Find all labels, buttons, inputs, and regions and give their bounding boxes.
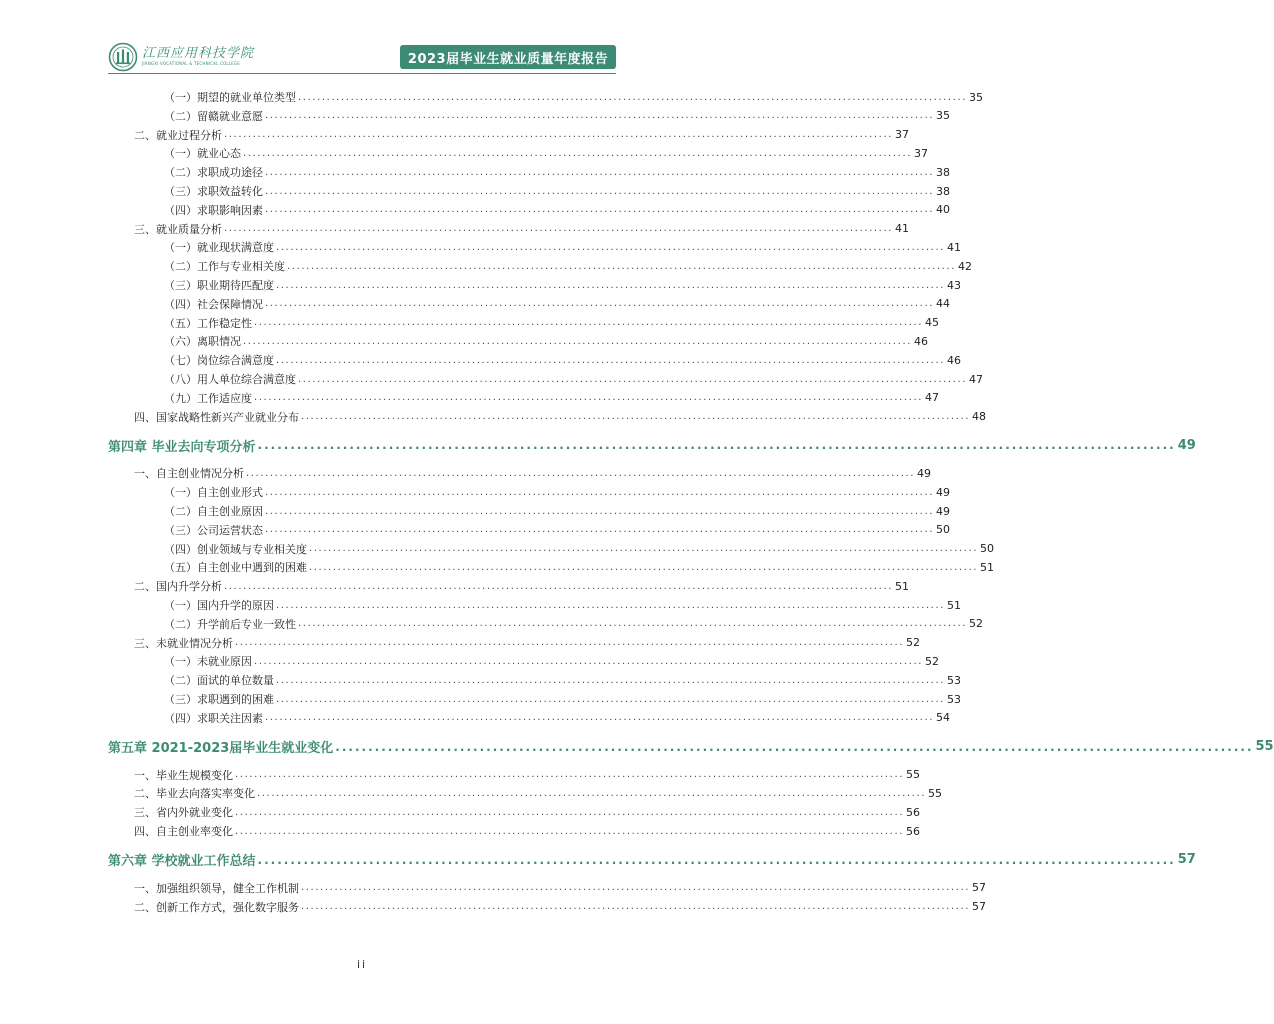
toc-dot-leader: ............................................................................................................................................: [276, 354, 946, 366]
toc-entry-title: （二）面试的单位数量: [164, 674, 274, 688]
toc-dot-leader: ............................................................................................................................................: [224, 223, 894, 235]
toc-entry[interactable]: [108, 634, 921, 652]
toc-entry-title: 二、创新工作方式，强化数字服务: [134, 900, 299, 914]
toc-dot-leader: ............................................................................................................................................: [309, 543, 979, 555]
toc-dot-leader: ............................................................................................................................................: [224, 580, 894, 592]
toc-entry-page: 37: [914, 146, 929, 160]
toc-dot-leader: ............................................................................................................................................: [265, 712, 935, 724]
toc-entry-title: （一）未就业原因: [164, 655, 252, 669]
toc-entry-title: 一、加强组织领导，健全工作机制: [134, 881, 299, 895]
toc-dot-leader: ............................................................................................................................................: [276, 693, 946, 705]
toc-entry-page: 46: [914, 334, 929, 348]
toc-entry-title: （三）公司运营状态: [164, 523, 263, 537]
toc-entry-page: 50: [980, 542, 995, 556]
toc-entry-title: （四）求职关注因素: [164, 711, 263, 725]
toc-entry[interactable]: [108, 540, 995, 558]
toc-entry-page: 50: [936, 523, 951, 537]
toc-dot-leader: ............................................................................................................................................: [243, 335, 913, 347]
toc-entry[interactable]: [108, 126, 910, 144]
toc-entry-title: （一）国内升学的原因: [164, 599, 274, 612]
toc-entry-title: 一、自主创业情况分析: [134, 467, 244, 481]
toc-entry-page: 46: [947, 353, 962, 367]
toc-dot-leader: ............................................................................................................................................: [246, 467, 916, 479]
toc-entry[interactable]: [108, 107, 951, 125]
toc-entry-page: 45: [925, 316, 940, 330]
toc-dot-leader: ............................................................................................................................................: [224, 129, 894, 141]
toc-entry-page: 55: [906, 768, 921, 782]
toc-entry-page: 41: [895, 222, 910, 236]
toc-entry-title: （一）就业现状满意度: [164, 241, 274, 255]
toc-entry[interactable]: [108, 314, 940, 332]
toc-dot-leader: ............................................................................................................................................: [254, 392, 924, 404]
toc-entry[interactable]: [108, 257, 973, 275]
toc-entry-page: 56: [906, 805, 921, 819]
toc-dot-leader: ............................................................................................................................................: [265, 486, 935, 498]
logo-english-name: JIANGXI VOCATIONAL & TECHNICAL COLLEGE: [142, 61, 240, 66]
toc-entry[interactable]: [108, 220, 910, 238]
toc-dot-leader: ............................................................................................................................................: [276, 241, 946, 253]
toc-entry-title: 第六章 学校就业工作总结: [108, 854, 256, 870]
toc-entry-title: 四、自主创业率变化: [134, 825, 233, 838]
toc-dot-leader: ............................................................................................................................................: [265, 110, 935, 122]
header-divider: [108, 73, 616, 74]
toc-entry-title: （九）工作适应度: [164, 391, 252, 405]
toc-chapter-entry[interactable]: [108, 434, 1196, 456]
toc-entry-title: （八）用人单位综合满意度: [164, 373, 296, 386]
toc-entry[interactable]: [108, 182, 951, 200]
toc-dot-leader: ............................................................................................................................................: [298, 373, 968, 385]
toc-chapter-entry[interactable]: [108, 849, 1196, 871]
toc-entry-title: （六）离职情况: [164, 335, 241, 349]
toc-entry-title: （七）岗位综合满意度: [164, 354, 274, 368]
toc-entry-page: 42: [958, 259, 973, 273]
toc-entry-title: （二）求职成功途径: [164, 166, 263, 180]
logo-chinese-name: 江西应用科技学院: [142, 46, 255, 61]
toc-entry[interactable]: [108, 88, 984, 106]
toc-entry[interactable]: [108, 898, 987, 916]
toc-entry[interactable]: [108, 596, 962, 614]
toc-entry-title: （三）职业期待匹配度: [164, 279, 274, 292]
toc-entry[interactable]: [108, 144, 929, 162]
toc-entry[interactable]: [108, 163, 951, 181]
college-seal-icon: [108, 42, 138, 72]
toc-dot-leader: ............................................................................................................................................: [298, 91, 968, 103]
toc-entry[interactable]: [108, 822, 921, 840]
toc-entry-title: 二、国内升学分析: [134, 580, 222, 594]
toc-dot-leader: ............................................................................................................................................: [301, 411, 971, 423]
toc-entry-page: 40: [936, 203, 951, 217]
toc-entry-title: （三）求职效益转化: [164, 185, 263, 198]
toc-dot-leader: ............................................................................................................................................: [287, 260, 957, 272]
toc-entry-page: 47: [925, 391, 940, 405]
toc-dot-leader: ............................................................................................................................................: [265, 166, 935, 178]
toc-entry-page: 49: [1177, 437, 1196, 453]
toc-entry-page: 49: [936, 504, 951, 518]
toc-dot-leader: ............................................................................................................................................: [276, 599, 946, 611]
toc-entry[interactable]: [108, 671, 962, 689]
toc-dot-leader: ............................................................................................................................................: [235, 806, 905, 818]
toc-dot-leader: ............................................................................................................................................: [235, 637, 905, 649]
toc-entry[interactable]: [108, 615, 984, 633]
toc-entry-page: 35: [969, 90, 984, 104]
toc-entry-page: 41: [947, 240, 962, 254]
toc-entry-page: 51: [895, 579, 910, 593]
toc-entry[interactable]: [108, 276, 962, 294]
toc-chapter-entry[interactable]: [108, 736, 1274, 758]
toc-entry-title: （四）社会保障情况: [164, 297, 263, 311]
toc-entry-title: （五）工作稳定性: [164, 316, 252, 330]
toc-entry-title: 三、未就业情况分析: [134, 636, 233, 650]
toc-entry-title: （一）自主创业形式: [164, 486, 263, 500]
report-title-badge: 2023届毕业生就业质量年度报告: [400, 45, 616, 69]
toc-entry-page: 51: [980, 560, 995, 574]
toc-dot-leader: ............................................................................................................................................: [309, 561, 979, 573]
toc-entry-page: 57: [972, 881, 987, 895]
toc-dot-leader: ............................................................................................................................................: [254, 655, 924, 667]
toc-dot-leader: ............................................................................................................................................: [301, 882, 971, 894]
toc-entry-title: 第五章 2021-2023届毕业生就业变化: [108, 741, 334, 757]
toc-entry-page: 57: [972, 900, 987, 914]
toc-dot-leader: ............................................................................................................................................: [265, 298, 935, 310]
toc-entry-page: 38: [936, 165, 951, 179]
toc-entry[interactable]: [108, 201, 951, 219]
toc-entry-title: （五）自主创业中遇到的困难: [164, 561, 307, 575]
toc-entry-page: 35: [936, 109, 951, 123]
toc-entry-page: 55: [928, 786, 943, 800]
toc-entry[interactable]: [108, 464, 932, 482]
toc-entry-page: 55: [1255, 739, 1274, 755]
toc-dot-leader: ............................................................................................................................................: [235, 769, 905, 781]
toc-entry[interactable]: [108, 766, 921, 784]
toc-dot-leader: ............................................................................................................................................: [243, 147, 913, 159]
page-number: ii: [356, 958, 368, 971]
toc-entry-title: （二）升学前后专业一致性: [164, 617, 296, 631]
toc-entry-page: 47: [969, 372, 984, 386]
toc-entry[interactable]: [108, 483, 951, 501]
toc-dot-leader: ............................................................................................................................................: [265, 505, 935, 517]
toc-entry-page: 53: [947, 673, 962, 687]
toc-dot-leader: ............................................................................................................................................: [298, 618, 968, 630]
toc-entry[interactable]: [108, 389, 940, 407]
toc-dot-leader: ............................................................................................................................................: [257, 787, 927, 799]
toc-entry[interactable]: [108, 709, 951, 727]
toc-entry-page: 51: [947, 598, 962, 612]
page-header: [108, 42, 616, 74]
toc-entry-page: 52: [906, 636, 921, 650]
toc-entry-title: （四）创业领域与专业相关度: [164, 542, 307, 556]
toc-entry-page: 56: [906, 824, 921, 838]
toc-entry-title: （二）工作与专业相关度: [164, 260, 285, 274]
toc-entry[interactable]: [108, 803, 921, 821]
toc-entry-title: 第四章 毕业去向专项分析: [108, 439, 256, 455]
toc-dot-leader: ............................................................................................................................................: [276, 674, 946, 686]
toc-entry[interactable]: [108, 408, 987, 426]
toc-entry-page: 53: [947, 692, 962, 706]
toc-dot-leader: ............................................................................................................................................: [235, 825, 905, 837]
toc-entry[interactable]: [108, 558, 995, 576]
toc-entry-page: 43: [947, 278, 962, 292]
toc-entry-page: 44: [936, 297, 951, 311]
toc-entry[interactable]: [108, 879, 987, 897]
toc-entry[interactable]: [108, 370, 984, 388]
toc-entry[interactable]: [108, 502, 951, 520]
toc-entry[interactable]: [108, 295, 951, 313]
toc-entry-title: 一、毕业生规模变化: [134, 768, 233, 782]
toc-entry-title: （四）求职影响因素: [164, 203, 263, 217]
toc-entry[interactable]: [108, 690, 962, 708]
college-logo: [108, 42, 254, 72]
toc-entry-title: 二、毕业去向落实率变化: [134, 787, 255, 801]
toc-dot-leader: ............................................................................................................................................: [257, 852, 1176, 867]
toc-entry[interactable]: [108, 332, 929, 350]
toc-dot-leader: ............................................................................................................................................: [276, 279, 946, 291]
toc-entry-page: 49: [936, 485, 951, 499]
toc-entry-title: （三）求职遇到的困难: [164, 693, 274, 706]
toc-entry-page: 37: [895, 128, 910, 142]
toc-entry[interactable]: [108, 784, 943, 802]
toc-entry-page: 49: [917, 466, 932, 480]
toc-entry-page: 38: [936, 184, 951, 198]
toc-entry-title: （一）就业心态: [164, 147, 241, 161]
toc-entry-title: （二）自主创业原因: [164, 505, 263, 518]
toc-dot-leader: ............................................................................................................................................: [257, 438, 1176, 453]
toc-entry[interactable]: [108, 652, 940, 670]
toc-entry-title: 三、省内外就业变化: [134, 806, 233, 820]
toc-entry-page: 52: [969, 617, 984, 631]
toc-entry-title: 四、国家战略性新兴产业就业分布: [134, 410, 299, 424]
toc-dot-leader: ............................................................................................................................................: [335, 739, 1254, 754]
toc-entry[interactable]: [108, 351, 962, 369]
toc-entry[interactable]: [108, 577, 910, 595]
toc-entry[interactable]: [108, 521, 951, 539]
toc-entry-title: 三、就业质量分析: [134, 222, 222, 236]
toc-dot-leader: ............................................................................................................................................: [265, 524, 935, 536]
toc-entry-page: 54: [936, 711, 951, 725]
toc-entry-page: 57: [1177, 852, 1196, 868]
toc-dot-leader: ............................................................................................................................................: [301, 901, 971, 913]
toc-entry-page: 52: [925, 654, 940, 668]
toc-entry[interactable]: [108, 238, 962, 256]
toc-entry-page: 48: [972, 410, 987, 424]
toc-entry-title: 二、就业过程分析: [134, 128, 222, 142]
toc-dot-leader: ............................................................................................................................................: [254, 317, 924, 329]
toc-dot-leader: ............................................................................................................................................: [265, 204, 935, 216]
toc-entry-title: （一）期望的就业单位类型: [164, 91, 296, 104]
toc-dot-leader: ............................................................................................................................................: [265, 185, 935, 197]
toc-entry-title: （二）留赣就业意愿: [164, 109, 263, 123]
